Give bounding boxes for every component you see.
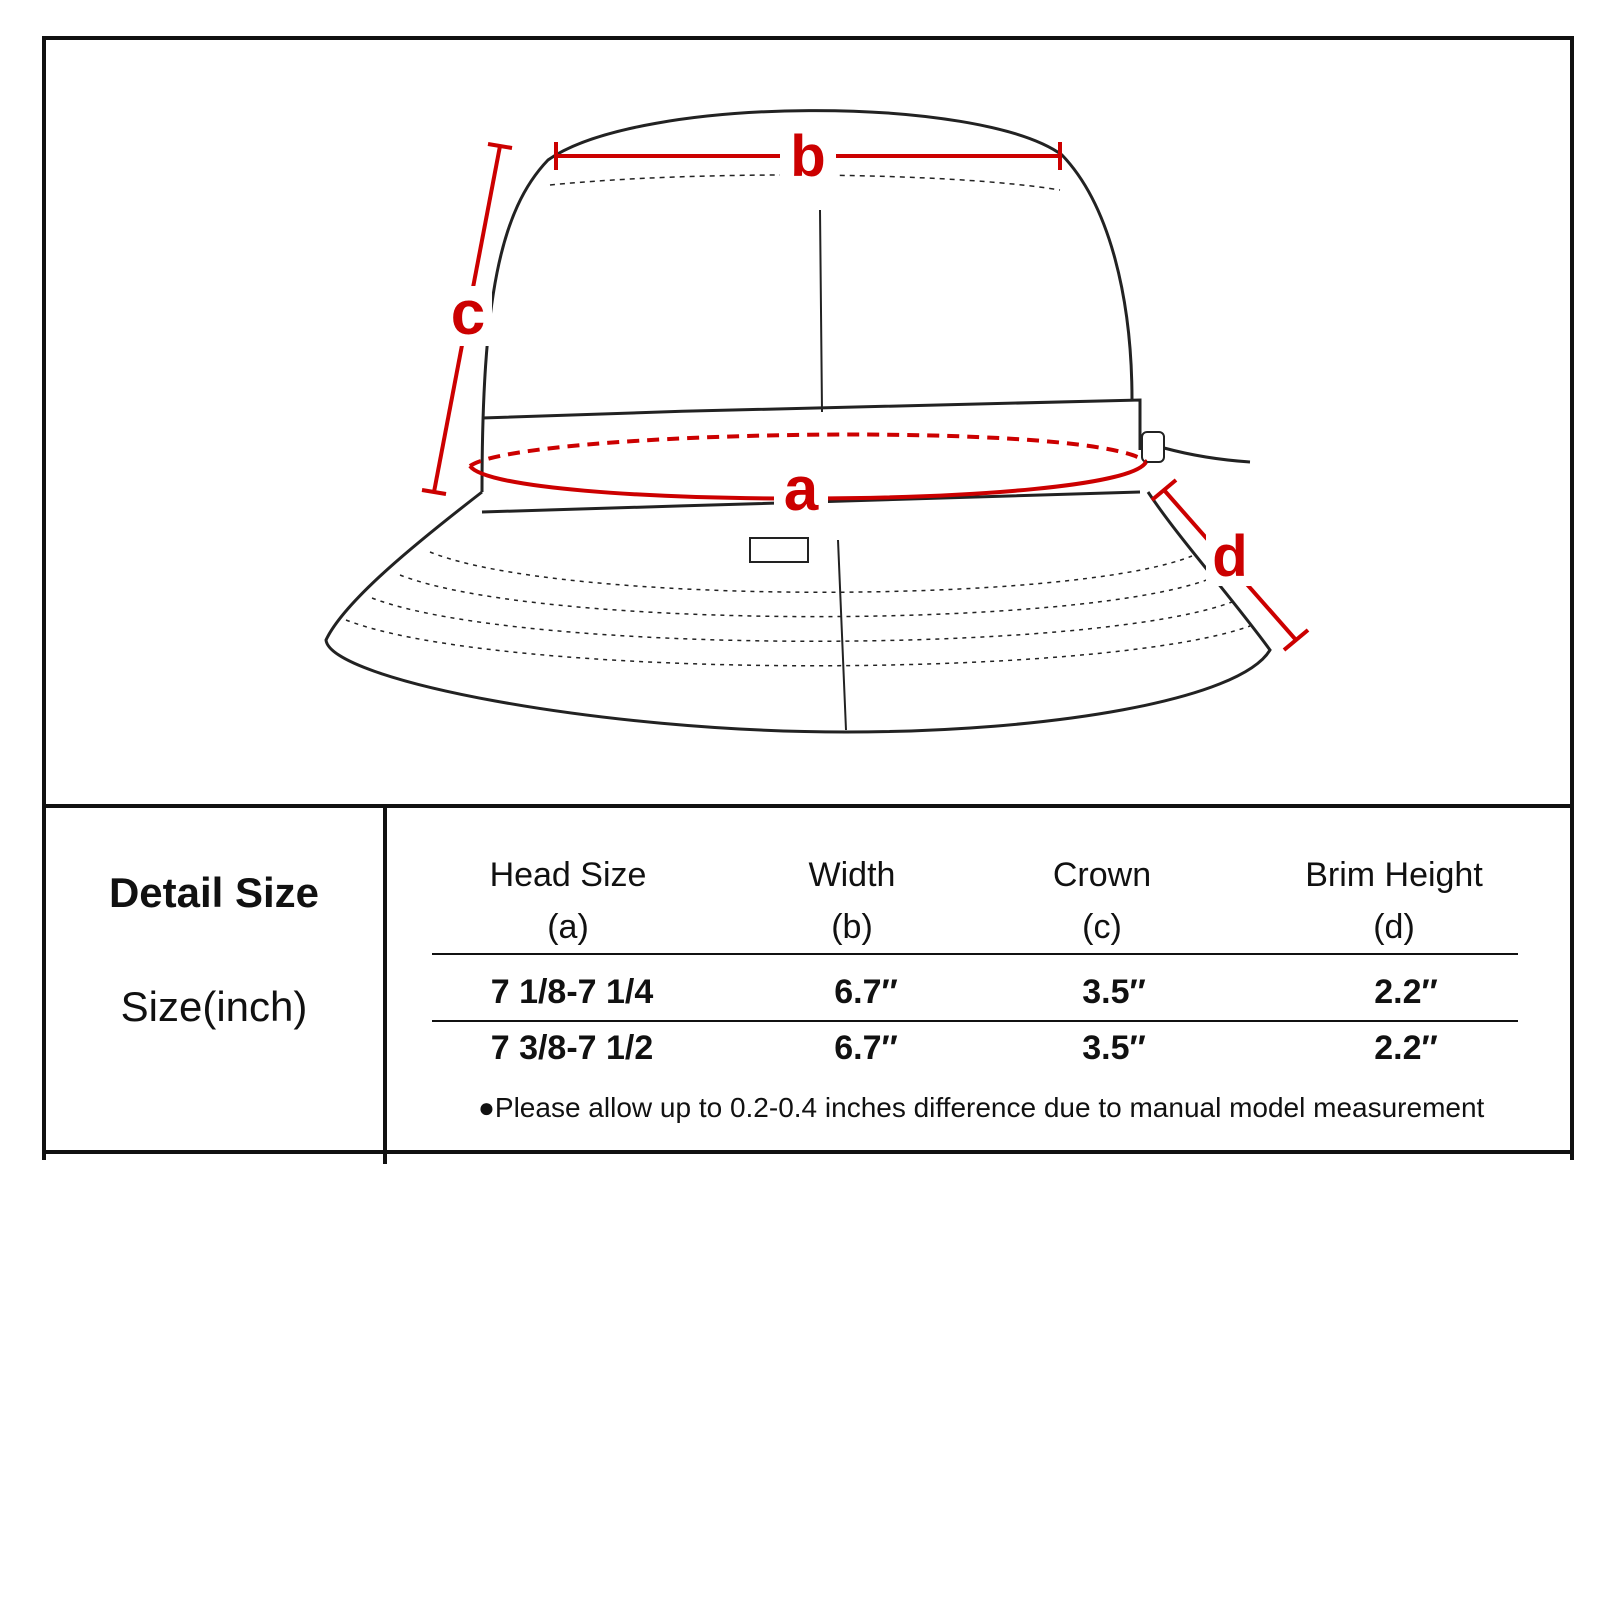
table-cell: 2.2″ (1374, 973, 1438, 1011)
table-bottom-border (42, 1150, 1574, 1154)
table-cell: 7 3/8-7 1/2 (490, 1029, 654, 1067)
label-c: c (450, 279, 486, 348)
col-sub-width: (b) (831, 908, 873, 946)
row-rule (432, 1020, 1518, 1022)
col-header-head-size: Head Size (489, 856, 647, 894)
hat-brim-outline (326, 492, 1270, 732)
table-cell: 3.5″ (1082, 1029, 1146, 1067)
table-cell: 7 1/8-7 1/4 (490, 973, 654, 1011)
hat-label-tag (750, 538, 808, 562)
col-header-brim-height: Brim Height (1305, 856, 1483, 894)
label-a: a (783, 455, 819, 524)
col-sub-brim-height: (d) (1373, 908, 1415, 946)
label-d: d (1212, 524, 1248, 589)
hat-toggle (1142, 432, 1164, 462)
measurement-note: ●Please allow up to 0.2-0.4 inches difference due to manual model measurement (478, 1092, 1485, 1123)
section-divider (42, 804, 1574, 808)
table-cell: 6.7″ (834, 973, 898, 1011)
hat-cord (1164, 448, 1250, 462)
table-side-divider (383, 808, 387, 1164)
table-cell: 2.2″ (1374, 1029, 1438, 1067)
bucket-hat-illustration (46, 40, 1570, 806)
col-sub-crown: (c) (1082, 908, 1122, 946)
col-header-crown: Crown (1052, 856, 1152, 894)
header-rule (432, 953, 1518, 955)
detail-size-title: Detail Size (108, 869, 320, 916)
col-header-width: Width (808, 856, 896, 894)
col-sub-head-size: (a) (547, 908, 589, 946)
label-b: b (790, 124, 826, 189)
table-cell: 6.7″ (834, 1029, 898, 1067)
table-cell: 3.5″ (1082, 973, 1146, 1011)
size-unit-label: Size(inch) (120, 983, 308, 1030)
